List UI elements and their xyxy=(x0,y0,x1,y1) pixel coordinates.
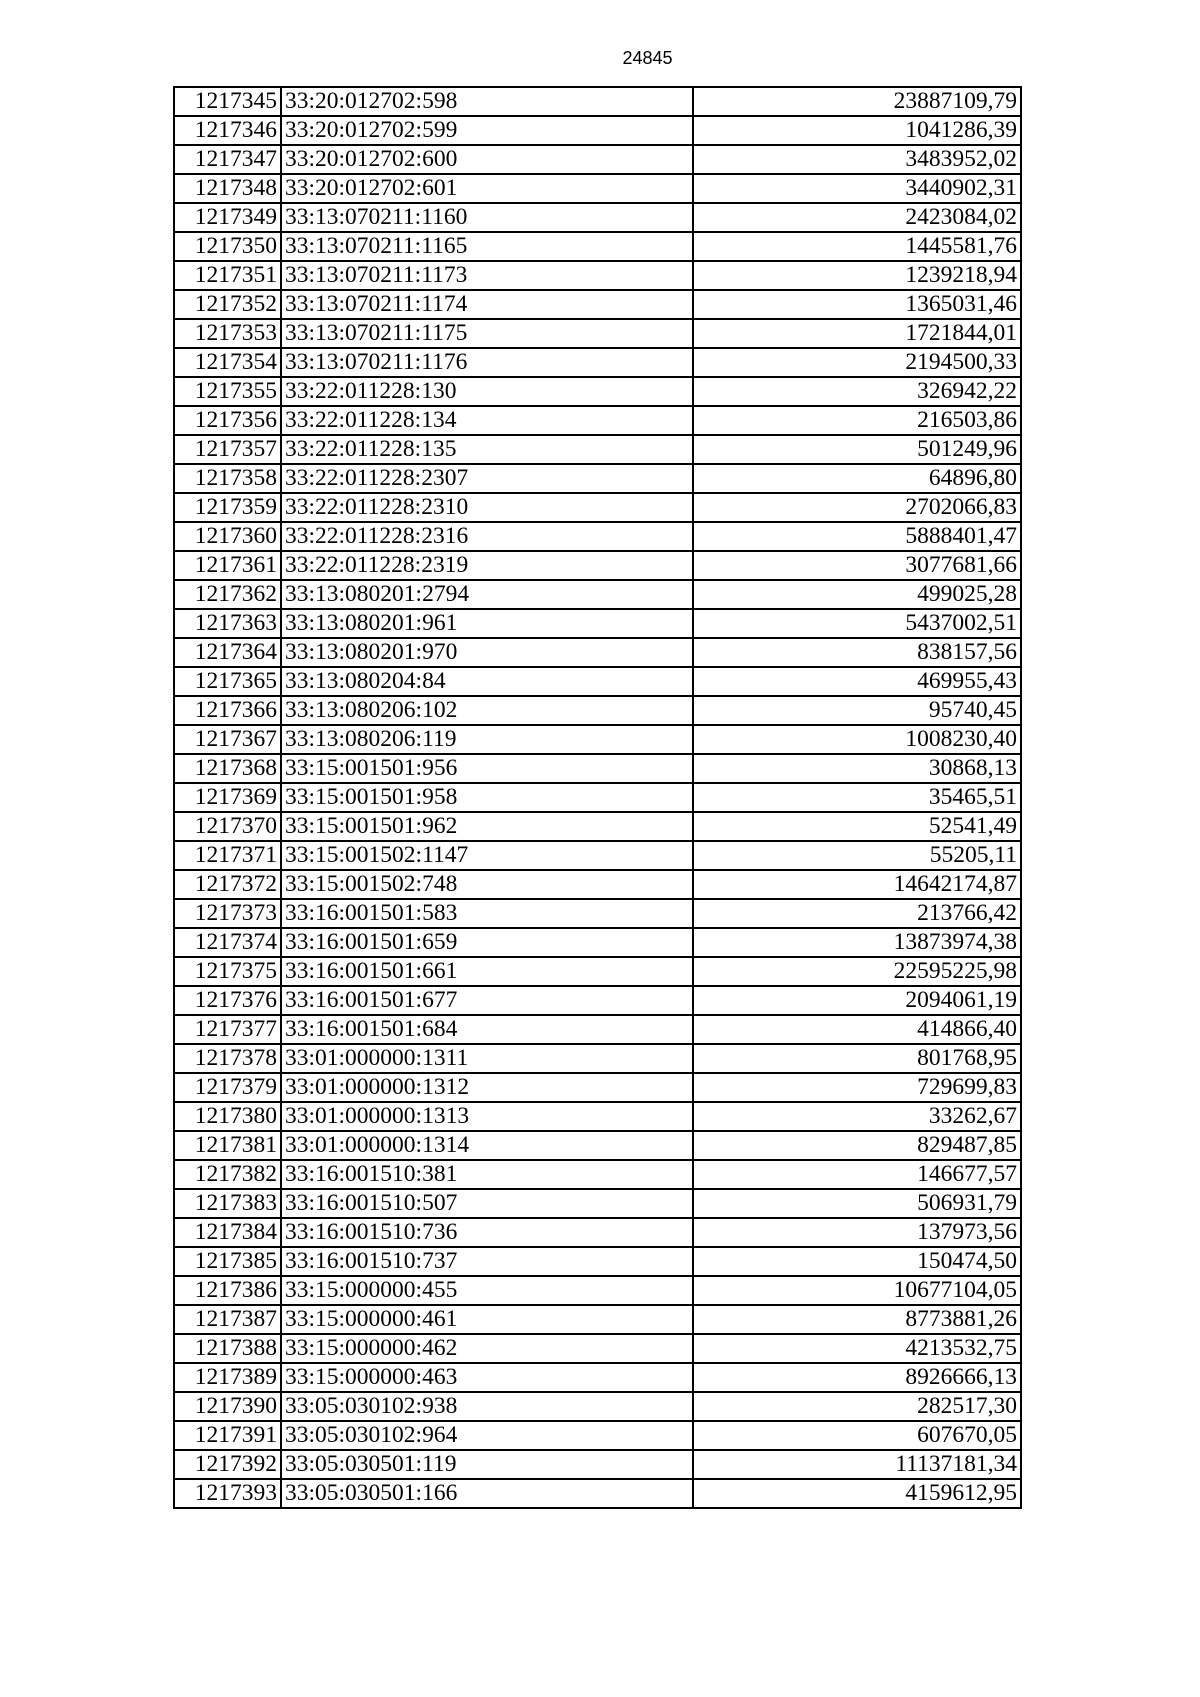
value-cell: 1041286,39 xyxy=(693,116,1021,145)
row-id-cell: 1217352 xyxy=(174,290,281,319)
cadastral-number-cell: 33:16:001510:507 xyxy=(281,1189,693,1218)
table-row xyxy=(174,1131,1021,1160)
cadastral-number-cell: 33:16:001501:659 xyxy=(281,928,693,957)
value-cell: 33262,67 xyxy=(693,1102,1021,1131)
row-id-cell: 1217356 xyxy=(174,406,281,435)
table-row xyxy=(174,1189,1021,1218)
table-row xyxy=(174,841,1021,870)
value-cell: 1445581,76 xyxy=(693,232,1021,261)
row-id-cell: 1217383 xyxy=(174,1189,281,1218)
row-id-cell: 1217353 xyxy=(174,319,281,348)
table-row xyxy=(174,1479,1021,1508)
value-cell: 8926666,13 xyxy=(693,1363,1021,1392)
row-id-cell: 1217377 xyxy=(174,1015,281,1044)
row-id-cell: 1217368 xyxy=(174,754,281,783)
cadastral-number-cell: 33:15:000000:461 xyxy=(281,1305,693,1334)
row-id-cell: 1217367 xyxy=(174,725,281,754)
cadastral-number-cell: 33:01:000000:1311 xyxy=(281,1044,693,1073)
value-cell: 5437002,51 xyxy=(693,609,1021,638)
row-id-cell: 1217379 xyxy=(174,1073,281,1102)
row-id-cell: 1217375 xyxy=(174,957,281,986)
table-row xyxy=(174,1276,1021,1305)
value-cell: 150474,50 xyxy=(693,1247,1021,1276)
cadastral-number-cell: 33:13:080201:970 xyxy=(281,638,693,667)
cadastral-number-cell: 33:13:070211:1165 xyxy=(281,232,693,261)
cadastral-number-cell: 33:22:011228:2310 xyxy=(281,493,693,522)
row-id-cell: 1217351 xyxy=(174,261,281,290)
value-cell: 801768,95 xyxy=(693,1044,1021,1073)
value-cell: 35465,51 xyxy=(693,783,1021,812)
cadastral-number-cell: 33:20:012702:601 xyxy=(281,174,693,203)
table-row xyxy=(174,580,1021,609)
value-cell: 30868,13 xyxy=(693,754,1021,783)
cadastral-number-cell: 33:05:030501:166 xyxy=(281,1479,693,1508)
row-id-cell: 1217359 xyxy=(174,493,281,522)
table-row xyxy=(174,87,1021,116)
table-row xyxy=(174,261,1021,290)
row-id-cell: 1217357 xyxy=(174,435,281,464)
table-row xyxy=(174,232,1021,261)
table-row xyxy=(174,116,1021,145)
row-id-cell: 1217391 xyxy=(174,1421,281,1450)
value-cell: 326942,22 xyxy=(693,377,1021,406)
cadastral-number-cell: 33:13:080206:119 xyxy=(281,725,693,754)
row-id-cell: 1217369 xyxy=(174,783,281,812)
cadastral-number-cell: 33:13:080204:84 xyxy=(281,667,693,696)
table-row xyxy=(174,1073,1021,1102)
cadastral-number-cell: 33:22:011228:2319 xyxy=(281,551,693,580)
value-cell: 8773881,26 xyxy=(693,1305,1021,1334)
value-cell: 2702066,83 xyxy=(693,493,1021,522)
table-row xyxy=(174,1392,1021,1421)
value-cell: 52541,49 xyxy=(693,812,1021,841)
value-cell: 282517,30 xyxy=(693,1392,1021,1421)
value-cell: 13873974,38 xyxy=(693,928,1021,957)
row-id-cell: 1217393 xyxy=(174,1479,281,1508)
cadastral-number-cell: 33:05:030501:119 xyxy=(281,1450,693,1479)
page-number: 24845 xyxy=(622,48,673,68)
row-id-cell: 1217371 xyxy=(174,841,281,870)
cadastral-number-cell: 33:15:001501:956 xyxy=(281,754,693,783)
value-cell: 216503,86 xyxy=(693,406,1021,435)
cadastral-number-cell: 33:15:000000:463 xyxy=(281,1363,693,1392)
table-row xyxy=(174,783,1021,812)
table-row xyxy=(174,957,1021,986)
row-id-cell: 1217392 xyxy=(174,1450,281,1479)
table-row xyxy=(174,464,1021,493)
cadastral-number-cell: 33:13:070211:1175 xyxy=(281,319,693,348)
table-row xyxy=(174,551,1021,580)
cadastral-number-cell: 33:13:070211:1160 xyxy=(281,203,693,232)
table-row xyxy=(174,1305,1021,1334)
cadastral-number-cell: 33:13:080201:961 xyxy=(281,609,693,638)
table-row xyxy=(174,1102,1021,1131)
table-row xyxy=(174,870,1021,899)
row-id-cell: 1217384 xyxy=(174,1218,281,1247)
table-row xyxy=(174,899,1021,928)
row-id-cell: 1217355 xyxy=(174,377,281,406)
row-id-cell: 1217345 xyxy=(174,87,281,116)
row-id-cell: 1217376 xyxy=(174,986,281,1015)
value-cell: 14642174,87 xyxy=(693,870,1021,899)
value-cell: 10677104,05 xyxy=(693,1276,1021,1305)
row-id-cell: 1217386 xyxy=(174,1276,281,1305)
cadastral-number-cell: 33:16:001510:736 xyxy=(281,1218,693,1247)
value-cell: 501249,96 xyxy=(693,435,1021,464)
table-row xyxy=(174,696,1021,725)
row-id-cell: 1217354 xyxy=(174,348,281,377)
row-id-cell: 1217363 xyxy=(174,609,281,638)
value-cell: 5888401,47 xyxy=(693,522,1021,551)
value-cell: 3440902,31 xyxy=(693,174,1021,203)
value-cell: 55205,11 xyxy=(693,841,1021,870)
table-row xyxy=(174,145,1021,174)
table-row xyxy=(174,1334,1021,1363)
table-row xyxy=(174,522,1021,551)
row-id-cell: 1217388 xyxy=(174,1334,281,1363)
cadastral-number-cell: 33:16:001510:381 xyxy=(281,1160,693,1189)
row-id-cell: 1217365 xyxy=(174,667,281,696)
cadastral-number-cell: 33:22:011228:2307 xyxy=(281,464,693,493)
value-cell: 829487,85 xyxy=(693,1131,1021,1160)
table-row xyxy=(174,348,1021,377)
row-id-cell: 1217361 xyxy=(174,551,281,580)
table-row xyxy=(174,1450,1021,1479)
cadastral-number-cell: 33:20:012702:599 xyxy=(281,116,693,145)
cadastral-number-cell: 33:20:012702:600 xyxy=(281,145,693,174)
value-cell: 1365031,46 xyxy=(693,290,1021,319)
table-row xyxy=(174,1015,1021,1044)
cadastral-number-cell: 33:13:080201:2794 xyxy=(281,580,693,609)
value-cell: 506931,79 xyxy=(693,1189,1021,1218)
value-cell: 11137181,34 xyxy=(693,1450,1021,1479)
cadastral-number-cell: 33:22:011228:2316 xyxy=(281,522,693,551)
cadastral-number-cell: 33:15:001502:1147 xyxy=(281,841,693,870)
row-id-cell: 1217389 xyxy=(174,1363,281,1392)
cadastral-number-cell: 33:16:001501:661 xyxy=(281,957,693,986)
row-id-cell: 1217380 xyxy=(174,1102,281,1131)
row-id-cell: 1217347 xyxy=(174,145,281,174)
cadastral-number-cell: 33:13:070211:1173 xyxy=(281,261,693,290)
cadastral-number-cell: 33:01:000000:1314 xyxy=(281,1131,693,1160)
value-cell: 838157,56 xyxy=(693,638,1021,667)
row-id-cell: 1217385 xyxy=(174,1247,281,1276)
cadastral-number-cell: 33:15:001501:958 xyxy=(281,783,693,812)
value-cell: 499025,28 xyxy=(693,580,1021,609)
value-cell: 95740,45 xyxy=(693,696,1021,725)
table-row xyxy=(174,406,1021,435)
row-id-cell: 1217370 xyxy=(174,812,281,841)
cadastral-number-cell: 33:01:000000:1312 xyxy=(281,1073,693,1102)
table-row xyxy=(174,1421,1021,1450)
row-id-cell: 1217387 xyxy=(174,1305,281,1334)
cadastral-number-cell: 33:16:001501:684 xyxy=(281,1015,693,1044)
cadastral-number-cell: 33:22:011228:134 xyxy=(281,406,693,435)
value-cell: 2423084,02 xyxy=(693,203,1021,232)
row-id-cell: 1217378 xyxy=(174,1044,281,1073)
value-cell: 2094061,19 xyxy=(693,986,1021,1015)
cadastral-number-cell: 33:05:030102:938 xyxy=(281,1392,693,1421)
cadastral-number-cell: 33:13:070211:1176 xyxy=(281,348,693,377)
table-row xyxy=(174,1160,1021,1189)
table-row xyxy=(174,928,1021,957)
value-cell: 4159612,95 xyxy=(693,1479,1021,1508)
table-row xyxy=(174,435,1021,464)
value-cell: 3077681,66 xyxy=(693,551,1021,580)
table-row xyxy=(174,1247,1021,1276)
value-cell: 414866,40 xyxy=(693,1015,1021,1044)
value-cell: 22595225,98 xyxy=(693,957,1021,986)
value-cell: 1721844,01 xyxy=(693,319,1021,348)
value-cell: 607670,05 xyxy=(693,1421,1021,1450)
row-id-cell: 1217362 xyxy=(174,580,281,609)
table-row xyxy=(174,174,1021,203)
table-row xyxy=(174,290,1021,319)
row-id-cell: 1217381 xyxy=(174,1131,281,1160)
cadastral-number-cell: 33:01:000000:1313 xyxy=(281,1102,693,1131)
table-row xyxy=(174,609,1021,638)
row-id-cell: 1217373 xyxy=(174,899,281,928)
value-cell: 4213532,75 xyxy=(693,1334,1021,1363)
cadastral-number-cell: 33:15:000000:462 xyxy=(281,1334,693,1363)
value-cell: 2194500,33 xyxy=(693,348,1021,377)
value-cell: 64896,80 xyxy=(693,464,1021,493)
value-cell: 137973,56 xyxy=(693,1218,1021,1247)
value-cell: 1008230,40 xyxy=(693,725,1021,754)
cadastral-number-cell: 33:13:070211:1174 xyxy=(281,290,693,319)
table-row xyxy=(174,1363,1021,1392)
cadastral-number-cell: 33:16:001510:737 xyxy=(281,1247,693,1276)
table-body xyxy=(174,87,1021,1508)
cadastral-number-cell: 33:22:011228:130 xyxy=(281,377,693,406)
row-id-cell: 1217382 xyxy=(174,1160,281,1189)
value-cell: 1239218,94 xyxy=(693,261,1021,290)
row-id-cell: 1217366 xyxy=(174,696,281,725)
row-id-cell: 1217346 xyxy=(174,116,281,145)
table-row xyxy=(174,203,1021,232)
value-cell: 3483952,02 xyxy=(693,145,1021,174)
cadastral-number-cell: 33:05:030102:964 xyxy=(281,1421,693,1450)
row-id-cell: 1217358 xyxy=(174,464,281,493)
value-cell: 23887109,79 xyxy=(693,87,1021,116)
row-id-cell: 1217374 xyxy=(174,928,281,957)
cadastral-number-cell: 33:15:000000:455 xyxy=(281,1276,693,1305)
row-id-cell: 1217349 xyxy=(174,203,281,232)
row-id-cell: 1217348 xyxy=(174,174,281,203)
table-row xyxy=(174,319,1021,348)
cadastral-number-cell: 33:22:011228:135 xyxy=(281,435,693,464)
row-id-cell: 1217350 xyxy=(174,232,281,261)
value-cell: 729699,83 xyxy=(693,1073,1021,1102)
cadastral-number-cell: 33:16:001501:677 xyxy=(281,986,693,1015)
cadastral-number-cell: 33:15:001501:962 xyxy=(281,812,693,841)
value-cell: 469955,43 xyxy=(693,667,1021,696)
value-cell: 213766,42 xyxy=(693,899,1021,928)
cadastral-number-cell: 33:16:001501:583 xyxy=(281,899,693,928)
table-row xyxy=(174,377,1021,406)
table-row xyxy=(174,986,1021,1015)
table-row xyxy=(174,1044,1021,1073)
table-row xyxy=(174,754,1021,783)
cadastral-number-cell: 33:15:001502:748 xyxy=(281,870,693,899)
row-id-cell: 1217390 xyxy=(174,1392,281,1421)
cadastral-number-cell: 33:13:080206:102 xyxy=(281,696,693,725)
table-row xyxy=(174,667,1021,696)
cadastral-value-table xyxy=(173,86,1022,1509)
table-row xyxy=(174,493,1021,522)
value-cell: 146677,57 xyxy=(693,1160,1021,1189)
cadastral-number-cell: 33:20:012702:598 xyxy=(281,87,693,116)
row-id-cell: 1217372 xyxy=(174,870,281,899)
table-row xyxy=(174,1218,1021,1247)
table-row xyxy=(174,638,1021,667)
row-id-cell: 1217360 xyxy=(174,522,281,551)
row-id-cell: 1217364 xyxy=(174,638,281,667)
table-row xyxy=(174,812,1021,841)
table-row xyxy=(174,725,1021,754)
